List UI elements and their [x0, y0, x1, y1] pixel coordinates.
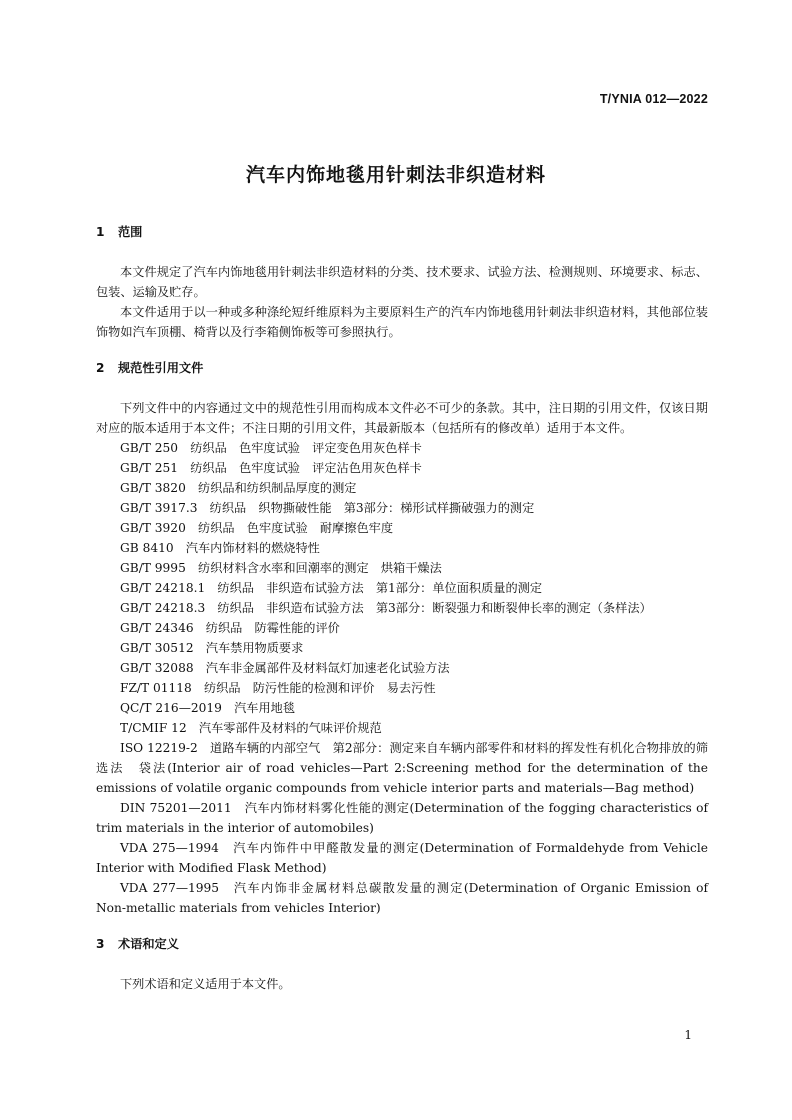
reference-item: GB/T 3920 纺织品 色牢度试验 耐摩擦色牢度: [120, 521, 394, 535]
reference-item: DIN 75201—2011 汽车内饰材料雾化性能的测定(Determination of the fogging characteristics of trim materials in the interior of automobiles): [96, 801, 708, 835]
section-heading: 1 范围: [96, 225, 143, 239]
reference-item: VDA 277—1995 汽车内饰非金属材料总碳散发量的测定(Determination of Organic Emission of Non-metallic materials from vehicles Interior): [96, 881, 708, 915]
reference-item: GB/T 24218.3 纺织品 非织造布试验方法 第3部分：断裂强力和断裂伸长率的测定（条样法）: [120, 601, 652, 615]
reference-list: [96, 438, 708, 918]
reference-item: GB/T 3917.3 纺织品 织物撕破性能 第3部分：梯形试样撕破强力的测定: [120, 501, 535, 515]
reference-item: GB/T 251 纺织品 色牢度试验 评定沾色用灰色样卡: [120, 461, 422, 475]
reference-item: FZ/T 01118 纺织品 防污性能的检测和评价 易去污性: [120, 681, 436, 695]
reference-item: GB/T 9995 纺织材料含水率和回潮率的测定 烘箱干燥法: [120, 561, 442, 575]
reference-item: VDA 275—1994 汽车内饰件中甲醛散发量的测定(Determination of Formaldehyde from Vehicle Interior with Modified Flask Method): [96, 841, 708, 875]
reference-item: GB/T 32088 汽车非金属部件及材料氙灯加速老化试验方法: [120, 661, 450, 675]
section-scope: [96, 222, 708, 342]
document-number: T/YNIA 012—2022: [599, 92, 708, 106]
paragraph: 下列文件中的内容通过文中的规范性引用而构成本文件必不可少的条款。其中，注日期的引用文件，仅该日期对应的版本适用于本文件；不注日期的引用文件，其最新版本（包括所有的修改单）适用于本文件。: [96, 401, 708, 435]
section-normative-references: [96, 358, 708, 918]
reference-item: T/CMIF 12 汽车零部件及材料的气味评价规范: [120, 721, 382, 735]
reference-item: GB/T 30512 汽车禁用物质要求: [120, 641, 304, 655]
section-heading: 2 规范性引用文件: [96, 361, 204, 375]
reference-item: GB/T 3820 纺织品和纺织制品厚度的测定: [120, 481, 357, 495]
paragraph: 下列术语和定义适用于本文件。: [120, 977, 291, 991]
reference-item: GB/T 24346 纺织品 防霉性能的评价: [120, 621, 340, 635]
paragraph: 本文件适用于以一种或多种涤纶短纤维原料为主要原料生产的汽车内饰地毯用针刺法非织造材料，其他部位装饰物如汽车顶棚、椅背以及行李箱侧饰板等可参照执行。: [96, 305, 708, 339]
reference-item: GB/T 250 纺织品 色牢度试验 评定变色用灰色样卡: [120, 441, 422, 455]
reference-item: QC/T 216—2019 汽车用地毯: [120, 701, 296, 715]
document-body: [96, 222, 708, 994]
paragraph: 本文件规定了汽车内饰地毯用针刺法非织造材料的分类、技术要求、试验方法、检测规则、环境要求、标志、包装、运输及贮存。: [96, 265, 708, 299]
page-number: 1: [684, 1028, 692, 1042]
page-title: 汽车内饰地毯用针刺法非织造材料: [245, 164, 546, 186]
section-terms-definitions: [96, 934, 708, 994]
reference-item: ISO 12219-2 道路车辆的内部空气 第2部分：测定来自车辆内部零件和材料的挥发性有机化合物排放的筛选法 袋法(Interior air of road vehicles—Part 2:Screening method for the determination of the emissions of volatile organic compounds from vehicle interior parts and materials—Bag method): [96, 741, 708, 795]
section-heading: 3 术语和定义: [96, 937, 179, 951]
reference-item: GB/T 24218.1 纺织品 非织造布试验方法 第1部分：单位面积质量的测定: [120, 581, 543, 595]
reference-item: GB 8410 汽车内饰材料的燃烧特性: [120, 541, 320, 555]
